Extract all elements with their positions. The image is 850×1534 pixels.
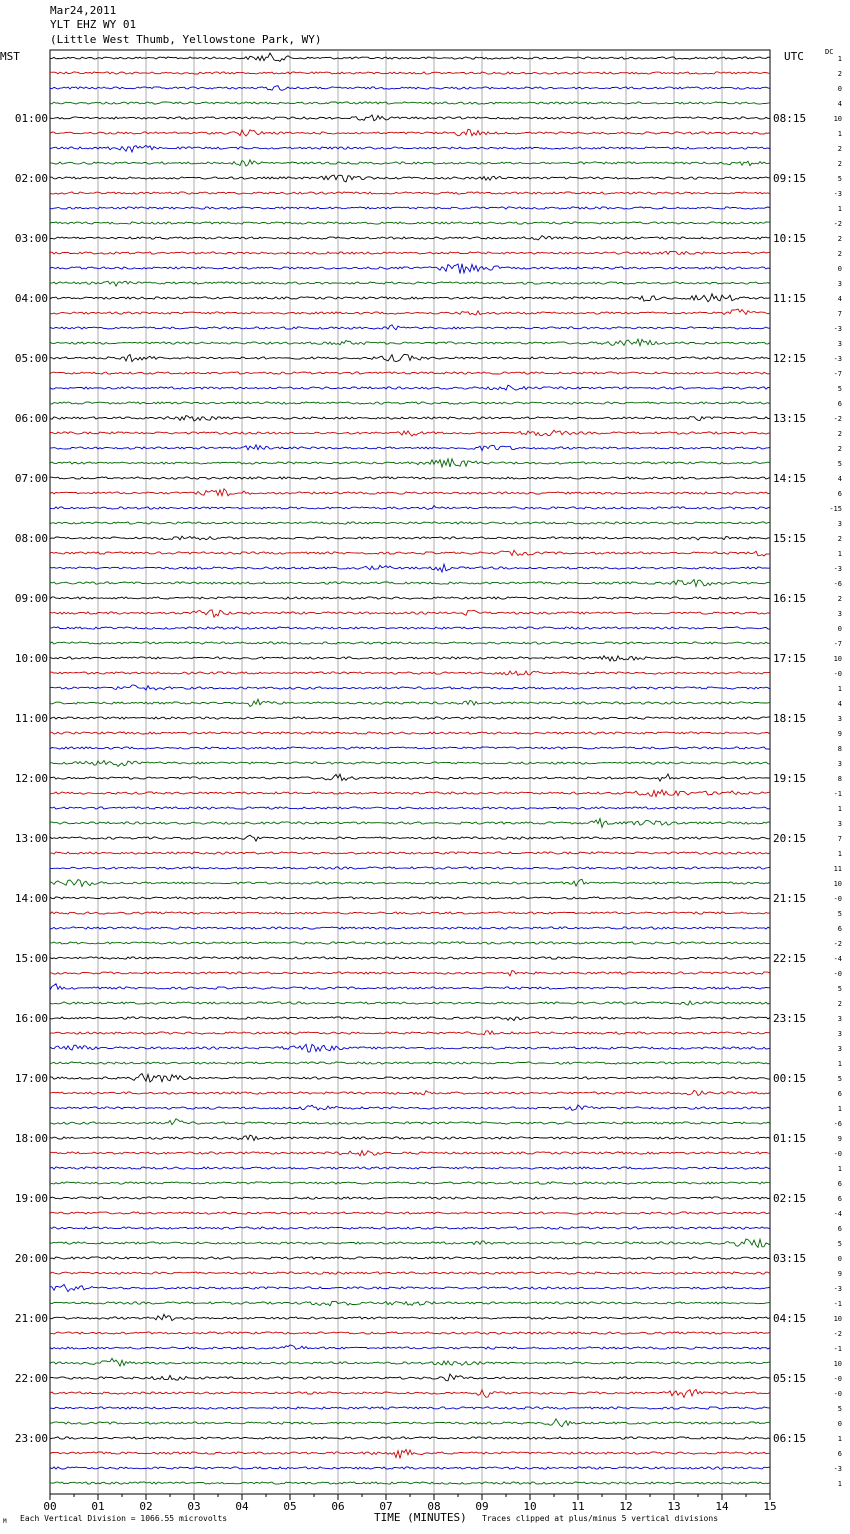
dc-offset-label: 3 xyxy=(837,715,842,723)
mst-hour-label: 01:00 xyxy=(14,112,48,125)
mst-hour-label: 08:00 xyxy=(14,532,48,545)
station-location: (Little West Thumb, Yellowstone Park, WY) xyxy=(50,33,322,46)
utc-hour-label: 02:15 xyxy=(773,1192,807,1205)
seismic-trace xyxy=(50,430,770,436)
dc-offset-label: 3 xyxy=(837,520,842,528)
dc-offset-label: 5 xyxy=(837,1075,842,1083)
utc-hour-label: 14:15 xyxy=(773,472,807,485)
dc-offset-label: 2 xyxy=(837,250,842,258)
seismic-trace xyxy=(50,385,770,390)
dc-offset-label: -0 xyxy=(833,895,842,903)
seismic-trace xyxy=(50,1239,770,1247)
station-date: Mar24,2011 xyxy=(50,4,117,17)
seismic-trace xyxy=(50,685,770,690)
seismic-trace xyxy=(50,1332,770,1334)
dc-offset-label: -3 xyxy=(833,355,842,363)
x-tick-label: 12 xyxy=(619,1500,633,1513)
dc-offset-label: 1 xyxy=(837,685,842,693)
mst-hour-label: 16:00 xyxy=(14,1012,48,1025)
corner-mark: M xyxy=(3,1518,7,1525)
seismic-trace xyxy=(50,445,770,451)
seismic-trace xyxy=(50,129,770,136)
seismic-trace xyxy=(50,971,770,976)
seismic-trace xyxy=(50,761,770,767)
utc-hour-label: 04:15 xyxy=(773,1312,807,1325)
seismic-trace xyxy=(50,927,770,929)
utc-hour-label: 01:15 xyxy=(773,1132,807,1145)
seismic-trace xyxy=(50,790,770,797)
dc-offset-label: 8 xyxy=(837,745,842,753)
seismic-trace xyxy=(50,1001,770,1005)
dc-offset-label: 1 xyxy=(837,130,842,138)
dc-offset-label: -7 xyxy=(833,640,842,648)
dc-offset-label: 3 xyxy=(837,820,842,828)
dc-offset-label: 4 xyxy=(837,475,842,483)
dc-offset-label: -2 xyxy=(833,415,842,423)
utc-hour-label: 19:15 xyxy=(773,772,807,785)
dc-offset-label: 2 xyxy=(837,70,842,78)
dc-offset-label: -1 xyxy=(833,1300,842,1308)
mst-hour-label: 10:00 xyxy=(14,652,48,665)
dc-offset-label: 2 xyxy=(837,535,842,543)
seismic-trace xyxy=(50,1345,770,1349)
seismic-trace xyxy=(50,699,770,706)
clip-note: Traces clipped at plus/minus 5 vertical divisions xyxy=(482,1514,719,1523)
utc-hour-label: 03:15 xyxy=(773,1252,807,1265)
x-tick-label: 14 xyxy=(715,1500,729,1513)
seismic-trace xyxy=(50,506,770,510)
dc-offset-label: 0 xyxy=(837,85,842,93)
mst-hour-label: 20:00 xyxy=(14,1252,48,1265)
x-tick-label: 05 xyxy=(283,1500,297,1513)
plot-frame xyxy=(50,50,770,1494)
utc-hour-label: 20:15 xyxy=(773,832,807,845)
dc-offset-label: 1 xyxy=(837,1060,842,1068)
dc-offset-label: 8 xyxy=(837,775,842,783)
mst-hour-label: 05:00 xyxy=(14,352,48,365)
seismic-trace xyxy=(50,732,770,734)
dc-offset-label: -0 xyxy=(833,1375,842,1383)
dc-offset-label: 6 xyxy=(837,925,842,933)
seismic-trace xyxy=(50,115,770,121)
mst-hour-label: 15:00 xyxy=(14,952,48,965)
dc-offset-label: 5 xyxy=(837,385,842,393)
seismic-trace xyxy=(50,1151,770,1156)
seismic-trace xyxy=(50,236,770,240)
mst-hour-label: 13:00 xyxy=(14,832,48,845)
mst-hour-label: 23:00 xyxy=(14,1432,48,1445)
seismic-trace xyxy=(50,1358,770,1366)
dc-offset-label: 1 xyxy=(837,805,842,813)
seismic-trace xyxy=(50,1105,770,1110)
x-tick-label: 01 xyxy=(91,1500,105,1513)
utc-hour-label: 15:15 xyxy=(773,532,807,545)
utc-hour-label: 08:15 xyxy=(773,112,807,125)
seismic-trace xyxy=(50,207,770,209)
utc-hour-label: 18:15 xyxy=(773,712,807,725)
dc-offset-label: -0 xyxy=(833,970,842,978)
seismic-trace xyxy=(50,1119,770,1125)
seismic-trace xyxy=(50,774,770,781)
seismic-trace xyxy=(50,1031,770,1035)
dc-offset-label: -6 xyxy=(833,580,842,588)
mst-hour-label: 07:00 xyxy=(14,472,48,485)
dc-offset-label: 2 xyxy=(837,1000,842,1008)
seismic-trace xyxy=(50,897,770,899)
seismic-trace xyxy=(50,984,770,990)
seismic-trace xyxy=(50,610,770,617)
seismic-trace xyxy=(50,1197,770,1199)
seismic-trace xyxy=(50,192,770,194)
dc-offset-label: 6 xyxy=(837,1090,842,1098)
seismic-trace xyxy=(50,550,770,556)
dc-offset-label: -4 xyxy=(833,955,842,963)
seismic-trace xyxy=(50,852,770,854)
dc-offset-label: 7 xyxy=(837,835,842,843)
mst-hour-label: 14:00 xyxy=(14,892,48,905)
seismic-trace xyxy=(50,1301,770,1306)
x-tick-label: 07 xyxy=(379,1500,393,1513)
dc-offset-label: -0 xyxy=(833,1150,842,1158)
seismic-trace xyxy=(50,1374,770,1381)
seismic-trace xyxy=(50,867,770,869)
seismic-trace xyxy=(50,656,770,661)
utc-hour-label: 23:15 xyxy=(773,1012,807,1025)
seismic-trace xyxy=(50,1450,770,1459)
seismic-trace xyxy=(50,281,770,286)
seismic-trace xyxy=(50,477,770,479)
utc-hour-label: 09:15 xyxy=(773,172,807,185)
x-axis-label: TIME (MINUTES) xyxy=(374,1511,467,1524)
x-tick-label: 13 xyxy=(667,1500,681,1513)
seismic-trace xyxy=(50,912,770,914)
dc-offset-label: 0 xyxy=(837,265,842,273)
x-tick-label: 03 xyxy=(187,1500,201,1513)
mst-hour-label: 02:00 xyxy=(14,172,48,185)
utc-hour-label: 11:15 xyxy=(773,292,807,305)
seismic-trace xyxy=(50,251,770,254)
seismic-trace xyxy=(50,102,770,104)
utc-hour-label: 13:15 xyxy=(773,412,807,425)
mst-hour-label: 21:00 xyxy=(14,1312,48,1325)
dc-offset-label: -3 xyxy=(833,325,842,333)
dc-offset-label: 1 xyxy=(837,850,842,858)
seismic-trace xyxy=(50,879,770,886)
seismic-trace xyxy=(50,807,770,809)
seismic-trace xyxy=(50,222,770,224)
dc-offset-label: -0 xyxy=(833,670,842,678)
seismic-trace xyxy=(50,957,770,959)
utc-hour-label: 17:15 xyxy=(773,652,807,665)
dc-offset-label: -1 xyxy=(833,790,842,798)
seismic-trace xyxy=(50,264,770,274)
seismic-trace xyxy=(50,1407,770,1409)
x-tick-label: 00 xyxy=(43,1500,57,1513)
seismic-trace xyxy=(50,1314,770,1320)
dc-offset-label: 0 xyxy=(837,1255,842,1263)
seismic-trace xyxy=(50,1437,770,1439)
seismic-trace xyxy=(50,1257,770,1259)
dc-offset-label: 3 xyxy=(837,1045,842,1053)
dc-offset-label: 5 xyxy=(837,1405,842,1413)
dc-offset-label: 1 xyxy=(837,1165,842,1173)
seismic-trace xyxy=(50,160,770,166)
dc-offset-label: 6 xyxy=(837,1450,842,1458)
seismic-trace xyxy=(50,942,770,944)
dc-offset-label: 2 xyxy=(837,160,842,168)
station-code: YLT EHZ WY 01 xyxy=(50,18,137,31)
dc-offset-label: -0 xyxy=(833,1390,842,1398)
dc-offset-label: 2 xyxy=(837,445,842,453)
seismic-trace xyxy=(50,372,770,374)
seismic-trace xyxy=(50,459,770,467)
seismic-trace xyxy=(50,717,770,719)
dc-offset-label: 9 xyxy=(837,730,842,738)
seismic-trace xyxy=(50,835,770,841)
x-tick-label: 04 xyxy=(235,1500,249,1513)
seismic-trace xyxy=(50,1419,770,1427)
dc-offset-label: 3 xyxy=(837,1015,842,1023)
seismic-trace xyxy=(50,1182,770,1184)
left-timezone-label: MST xyxy=(0,50,20,63)
seismic-trace xyxy=(50,1135,770,1140)
dc-offset-label: 10 xyxy=(833,115,842,123)
seismic-trace xyxy=(50,1062,770,1064)
dc-offset-label: 3 xyxy=(837,280,842,288)
seismic-trace xyxy=(50,536,770,540)
mst-hour-label: 04:00 xyxy=(14,292,48,305)
seismic-trace xyxy=(50,72,770,74)
dc-offset-label: -2 xyxy=(833,940,842,948)
dc-offset-header: DC xyxy=(825,48,834,56)
dc-offset-label: -1 xyxy=(833,1345,842,1353)
mst-hour-label: 09:00 xyxy=(14,592,48,605)
seismic-trace xyxy=(50,325,770,330)
utc-hour-label: 12:15 xyxy=(773,352,807,365)
dc-offset-label: -2 xyxy=(833,1330,842,1338)
x-tick-label: 06 xyxy=(331,1500,345,1513)
dc-offset-label: 0 xyxy=(837,1420,842,1428)
seismic-trace xyxy=(50,309,770,315)
dc-offset-label: 5 xyxy=(837,1240,842,1248)
dc-offset-label: 4 xyxy=(837,100,842,108)
mst-hour-label: 06:00 xyxy=(14,412,48,425)
dc-offset-label: 1 xyxy=(837,205,842,213)
dc-offset-label: 10 xyxy=(833,880,842,888)
x-tick-label: 15 xyxy=(763,1500,777,1513)
dc-offset-label: 10 xyxy=(833,1315,842,1323)
dc-offset-label: 5 xyxy=(837,460,842,468)
x-tick-label: 08 xyxy=(427,1500,441,1513)
utc-hour-label: 21:15 xyxy=(773,892,807,905)
seismic-trace xyxy=(50,642,770,644)
seismic-trace xyxy=(50,1044,770,1052)
dc-offset-label: 10 xyxy=(833,1360,842,1368)
dc-offset-label: 6 xyxy=(837,400,842,408)
dc-offset-label: 6 xyxy=(837,1225,842,1233)
dc-offset-label: 0 xyxy=(837,625,842,633)
seismic-trace xyxy=(50,522,770,524)
dc-offset-label: 5 xyxy=(837,175,842,183)
seismic-trace xyxy=(50,1227,770,1229)
mst-hour-label: 17:00 xyxy=(14,1072,48,1085)
dc-offset-label: 1 xyxy=(837,1105,842,1113)
mst-hour-label: 11:00 xyxy=(14,712,48,725)
utc-hour-label: 05:15 xyxy=(773,1372,807,1385)
dc-offset-label: -3 xyxy=(833,1285,842,1293)
seismic-trace xyxy=(50,627,770,629)
dc-offset-label: 7 xyxy=(837,310,842,318)
x-tick-label: 11 xyxy=(571,1500,585,1513)
dc-offset-label: 6 xyxy=(837,1195,842,1203)
utc-hour-label: 00:15 xyxy=(773,1072,807,1085)
x-tick-label: 10 xyxy=(523,1500,537,1513)
x-tick-label: 09 xyxy=(475,1500,489,1513)
seismic-trace xyxy=(50,294,770,302)
scale-note: Each Vertical Division = 1066.55 microvolts xyxy=(20,1514,228,1523)
dc-offset-label: 4 xyxy=(837,700,842,708)
utc-hour-label: 10:15 xyxy=(773,232,807,245)
mst-hour-label: 03:00 xyxy=(14,232,48,245)
mst-hour-label: 22:00 xyxy=(14,1372,48,1385)
utc-hour-label: 16:15 xyxy=(773,592,807,605)
dc-offset-label: 6 xyxy=(837,490,842,498)
dc-offset-label: 10 xyxy=(833,655,842,663)
dc-offset-label: 3 xyxy=(837,610,842,618)
seismic-trace xyxy=(50,1285,770,1292)
seismic-trace xyxy=(50,53,770,61)
mst-hour-label: 19:00 xyxy=(14,1192,48,1205)
seismic-trace xyxy=(50,1167,770,1169)
dc-offset-label: 1 xyxy=(837,1480,842,1488)
seismic-trace xyxy=(50,86,770,91)
seismic-trace xyxy=(50,1074,770,1083)
dc-offset-label: 5 xyxy=(837,910,842,918)
dc-offset-label: 11 xyxy=(833,865,842,873)
x-tick-label: 02 xyxy=(139,1500,153,1513)
mst-hour-label: 12:00 xyxy=(14,772,48,785)
seismic-trace xyxy=(50,355,770,362)
seismic-trace xyxy=(50,339,770,346)
right-timezone-label: UTC xyxy=(784,50,804,63)
seismic-trace xyxy=(50,747,770,749)
seismic-trace xyxy=(50,1390,770,1398)
dc-offset-label: 3 xyxy=(837,760,842,768)
seismic-trace xyxy=(50,671,770,675)
dc-offset-label: -2 xyxy=(833,220,842,228)
seismic-trace xyxy=(50,564,770,572)
mst-hour-label: 18:00 xyxy=(14,1132,48,1145)
seismic-trace xyxy=(50,1272,770,1274)
dc-offset-label: 1 xyxy=(837,55,842,63)
dc-offset-label: 2 xyxy=(837,235,842,243)
seismic-trace xyxy=(50,1482,770,1484)
utc-hour-label: 06:15 xyxy=(773,1432,807,1445)
seismic-trace xyxy=(50,416,770,421)
dc-offset-label: -7 xyxy=(833,370,842,378)
dc-offset-label: 9 xyxy=(837,1270,842,1278)
seismic-trace xyxy=(50,402,770,404)
dc-offset-label: 6 xyxy=(837,1180,842,1188)
dc-offset-label: -3 xyxy=(833,1465,842,1473)
dc-offset-label: -3 xyxy=(833,565,842,573)
dc-offset-label: 9 xyxy=(837,1135,842,1143)
seismic-trace xyxy=(50,489,770,496)
dc-offset-label: 1 xyxy=(837,550,842,558)
dc-offset-label: -15 xyxy=(829,505,842,513)
dc-offset-label: 1 xyxy=(837,1435,842,1443)
seismic-trace xyxy=(50,1017,770,1021)
seismic-trace xyxy=(50,145,770,152)
dc-offset-label: 4 xyxy=(837,295,842,303)
dc-offset-label: 5 xyxy=(837,985,842,993)
seismic-trace xyxy=(50,1212,770,1214)
dc-offset-label: 2 xyxy=(837,145,842,153)
dc-offset-label: -6 xyxy=(833,1120,842,1128)
seismic-trace xyxy=(50,1090,770,1095)
seismic-trace xyxy=(50,580,770,587)
dc-offset-label: -4 xyxy=(833,1210,842,1218)
seismic-trace xyxy=(50,175,770,182)
seismic-trace xyxy=(50,1467,770,1469)
dc-offset-label: 3 xyxy=(837,1030,842,1038)
dc-offset-label: 3 xyxy=(837,340,842,348)
dc-offset-label: 2 xyxy=(837,430,842,438)
utc-hour-label: 22:15 xyxy=(773,952,807,965)
dc-offset-label: 2 xyxy=(837,595,842,603)
seismic-trace xyxy=(50,819,770,828)
seismic-trace xyxy=(50,597,770,599)
dc-offset-label: -3 xyxy=(833,190,842,198)
